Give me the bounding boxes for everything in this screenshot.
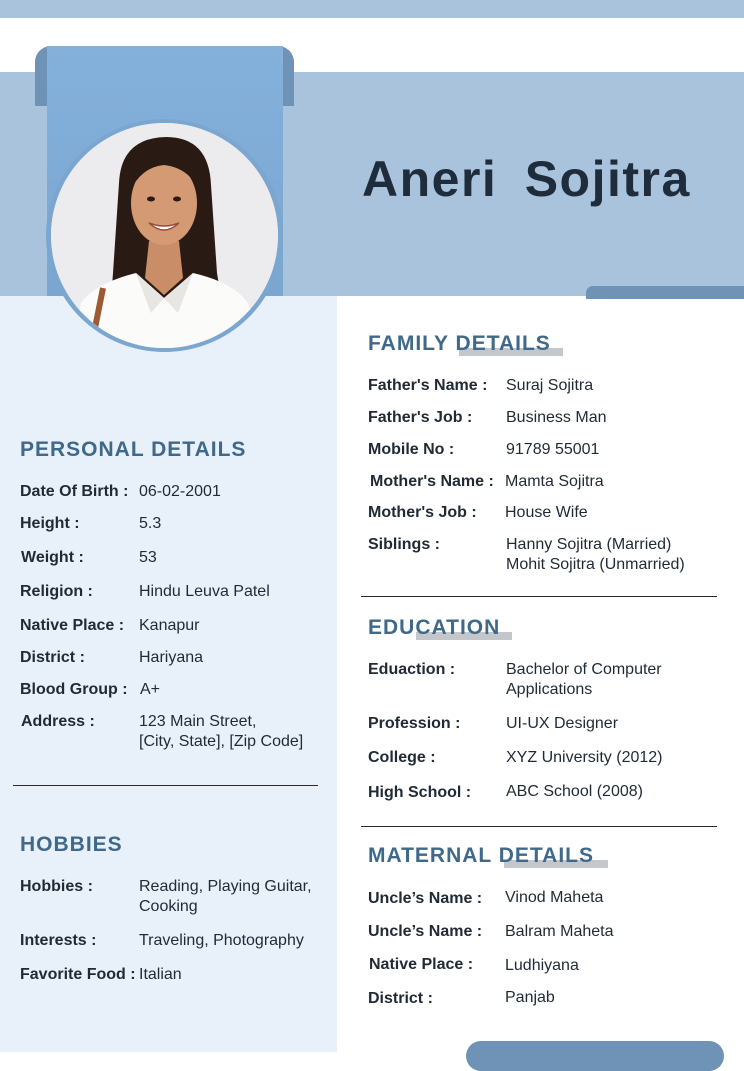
father-name-label: Father's Name : [368, 377, 488, 394]
weight-label: Weight : [21, 549, 84, 566]
uncle-name-label: Uncle’s Name : [368, 890, 483, 907]
mobile-value: 91789 55001 [506, 441, 600, 458]
divider [361, 596, 717, 597]
personal-details-heading [20, 438, 246, 462]
divider [13, 785, 318, 786]
district-label: District : [20, 649, 85, 666]
father-job-label: Father's Job : [368, 409, 473, 426]
uncle-name-label: Uncle’s Name : [368, 923, 483, 940]
mother-name-value: Mamta Sojitra [505, 473, 604, 490]
district-value: Hariyana [139, 649, 204, 666]
siblings-value: Hanny Sojitra (Married) Mohit Sojitra (Unmarried) [506, 536, 685, 573]
maternal-details-heading [368, 844, 594, 868]
family-details-title: FAMILY DETAILS [368, 332, 551, 355]
profession-value: UI-UX Designer [506, 715, 619, 732]
height-label: Height : [20, 515, 80, 532]
religion-value: Hindu Leuva Patel [139, 583, 270, 600]
college-value: XYZ University (2012) [506, 749, 663, 766]
dob-value: 06-02-2001 [139, 483, 221, 500]
uncle-name-value: Balram Maheta [505, 923, 614, 940]
interests-label: Interests : [20, 932, 97, 949]
maternal-native-place-label: Native Place : [369, 956, 474, 973]
mother-name-label: Mother's Name : [370, 473, 494, 490]
header-accent-bar [586, 286, 744, 299]
address-label: Address : [21, 713, 95, 730]
favorite-food-value: Italian [139, 966, 182, 983]
blood-group-value: A+ [140, 681, 161, 698]
education-label: Eduaction : [368, 661, 456, 678]
personal-details-title: PERSONAL DETAILS [20, 438, 247, 461]
profession-label: Profession : [368, 715, 461, 732]
interests-value: Traveling, Photography [139, 932, 304, 949]
divider [361, 826, 717, 827]
height-value: 5.3 [139, 515, 162, 532]
maternal-district-label: District : [368, 990, 433, 1007]
mobile-label: Mobile No : [368, 441, 455, 458]
portrait-illustration [51, 123, 278, 348]
dob-label: Date Of Birth : [20, 483, 129, 500]
maternal-details-title: MATERNAL DETAILS [368, 844, 594, 867]
family-details-heading [368, 332, 551, 356]
maternal-native-place-value: Ludhiyana [505, 957, 579, 974]
native-place-label: Native Place : [20, 617, 125, 634]
religion-label: Religion : [20, 583, 93, 600]
candidate-name: Aneri Sojitra [362, 151, 691, 207]
education-title: EDUCATION [368, 616, 501, 639]
blood-group-label: Blood Group : [20, 681, 128, 698]
uncle-name-value: Vinod Maheta [505, 889, 604, 906]
education-value: Bachelor of Computer Applications [506, 661, 662, 698]
hobbies-heading [20, 833, 123, 857]
high-school-label: High School : [368, 784, 472, 801]
weight-value: 53 [139, 549, 157, 566]
maternal-district-value: Panjab [505, 989, 555, 1006]
top-decor-strip [0, 0, 744, 18]
hobbies-title: HOBBIES [20, 833, 123, 856]
father-job-value: Business Man [506, 409, 607, 426]
mother-job-value: House Wife [505, 504, 588, 521]
profile-photo [51, 123, 278, 348]
father-name-value: Suraj Sojitra [506, 377, 594, 394]
siblings-label: Siblings : [368, 536, 440, 553]
college-label: College : [368, 749, 436, 766]
high-school-value: ABC School (2008) [506, 783, 643, 800]
hobbies-label: Hobbies : [20, 878, 93, 895]
favorite-food-label: Favorite Food : [20, 966, 136, 983]
native-place-value: Kanapur [139, 617, 200, 634]
address-value: 123 Main Street, [City, State], [Zip Code] [139, 713, 304, 750]
education-heading [368, 616, 500, 640]
hobbies-value: Reading, Playing Guitar, Cooking [139, 878, 312, 915]
footer-accent-pill [466, 1041, 724, 1071]
mother-job-label: Mother's Job : [368, 504, 477, 521]
